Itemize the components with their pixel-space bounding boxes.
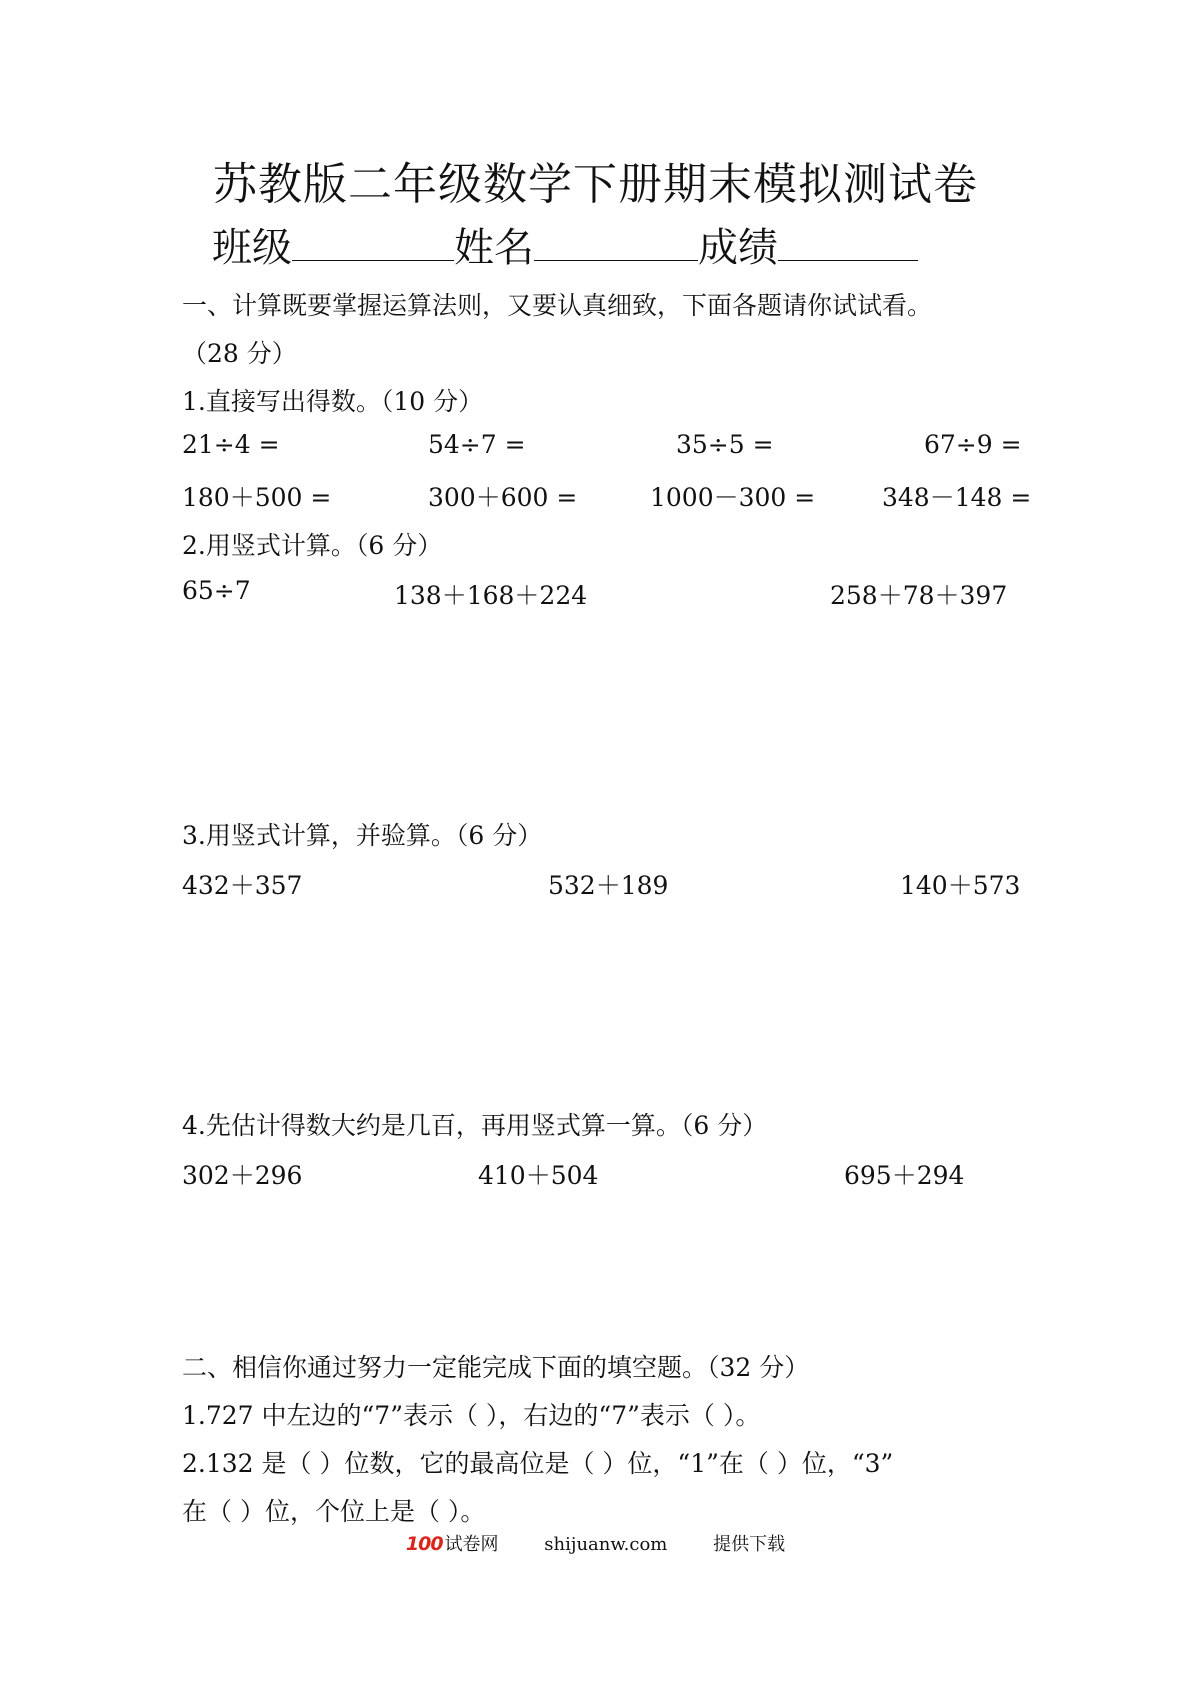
q2-label: 2.用竖式计算。（6 分） [182, 531, 443, 560]
q2-expr: 258＋78＋397 [830, 581, 1008, 610]
site-name: 试卷网 [444, 1534, 499, 1555]
q1-expr: 67÷9 = [924, 430, 1022, 459]
q3-label: 3.用竖式计算，并验算。（6 分） [182, 821, 543, 850]
q1-expr: 1000－300 = [650, 483, 816, 512]
name-blank[interactable] [534, 222, 698, 261]
q1-expr: 35÷5 = [676, 430, 774, 459]
q1-expr: 300＋600 = [428, 483, 578, 512]
q4-label: 4.先估计得数大约是几百，再用竖式算一算。（6 分） [182, 1111, 768, 1140]
site-logo [406, 1534, 445, 1555]
section2-heading: 二、相信你通过努力一定能完成下面的填空题。（32 分） [182, 1353, 810, 1382]
q1-label: 1.直接写出得数。（10 分） [182, 387, 484, 416]
section1-points: （28 分） [182, 339, 297, 368]
q3-expr: 140＋573 [900, 871, 1021, 900]
section2-q2-line2: 在（ ）位，个位上是（ ）。 [182, 1497, 486, 1526]
q4-expr: 695＋294 [844, 1161, 965, 1190]
score-label: 成绩 [698, 225, 778, 271]
q2-expr: 65÷7 [182, 576, 251, 605]
student-info-row [212, 216, 918, 273]
q4-expr: 410＋504 [478, 1161, 599, 1190]
q3-expr: 432＋357 [182, 871, 303, 900]
download-note: 提供下载 [713, 1534, 786, 1555]
q1-expr: 180＋500 = [182, 483, 332, 512]
q1-expr: 21÷4 = [182, 430, 280, 459]
q1-expr: 54÷7 = [428, 430, 526, 459]
name-label: 姓名 [454, 225, 534, 271]
q1-expr: 348－148 = [882, 483, 1032, 512]
section2-q1: 1.727 中左边的“7”表示（ ），右边的“7”表示（ ）。 [182, 1401, 761, 1430]
footer [0, 1530, 1191, 1556]
class-label: 班级 [212, 225, 292, 271]
score-blank[interactable] [778, 222, 918, 261]
q2-expr: 138＋168＋224 [394, 581, 588, 610]
class-blank[interactable] [292, 222, 454, 261]
page-title: 苏教版二年级数学下册期末模拟测试卷 [213, 159, 978, 210]
logo-text: 100 [405, 1533, 443, 1555]
q3-expr: 532＋189 [548, 871, 669, 900]
site-url[interactable]: shijuanw.com [544, 1534, 668, 1555]
q4-expr: 302＋296 [182, 1161, 303, 1190]
section1-heading: 一、计算既要掌握运算法则，又要认真细致，下面各题请你试试看。 [182, 291, 933, 320]
section2-q2-line1: 2.132 是（ ）位数，它的最高位是（ ）位，“1”在（ ）位，“3” [182, 1449, 894, 1478]
